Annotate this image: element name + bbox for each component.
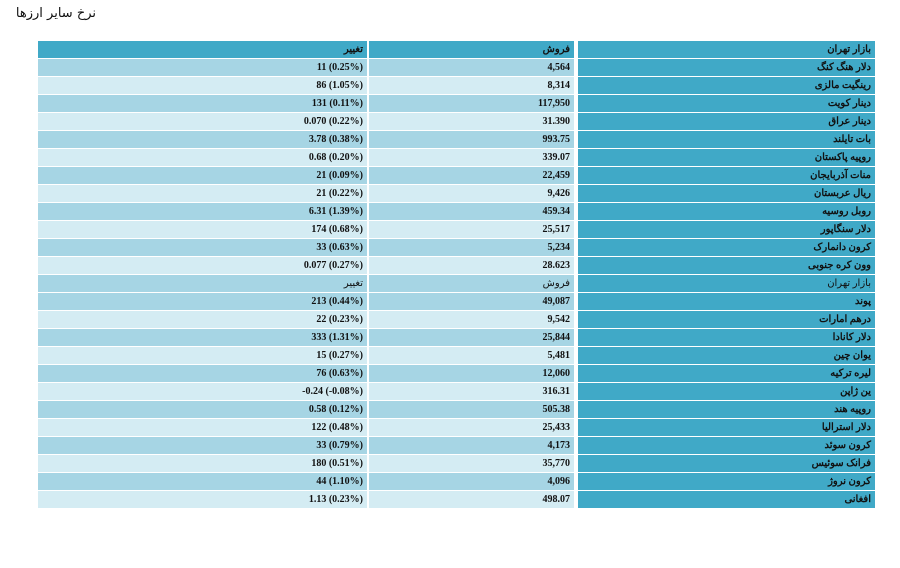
currency-name-cell: ریال عربستان [574,185,875,202]
header-change-label: تغییر [343,44,363,55]
currency-rates-table [38,40,875,509]
currency-name-cell: درهم امارات [574,311,875,328]
currency-name-cell: روبل روسیه [574,203,875,220]
change-cell: 11 (0.25%) [38,59,369,76]
sale-cell: 459.34 [369,203,574,220]
change-cell: 21 (0.22%) [38,185,369,202]
currency-name-cell: دلار هنگ کنگ [574,59,875,76]
table-row [38,59,875,76]
change-cell: 131 (0.11%) [38,95,369,112]
change-cell: 0.077 (0.27%) [38,257,369,274]
change-cell: 213 (0.44%) [38,293,369,310]
change-cell: 15 (0.27%) [38,347,369,364]
sale-cell: 25,433 [369,419,574,436]
currency-name-cell: روپیه پاکستان [574,149,875,166]
sale-cell: 4,564 [369,59,574,76]
change-cell: 44 (1.10%) [38,473,369,490]
header-change [38,275,369,292]
table-row [38,185,875,202]
change-cell: 0.68 (0.20%) [38,149,369,166]
header-market: بازار تهران [574,275,875,292]
table-row [38,167,875,184]
table-row [38,455,875,472]
change-cell: 333 (1.31%) [38,329,369,346]
header-change-label: تغییر [343,278,363,289]
currency-name-cell: پوند [574,293,875,310]
sale-cell: 31.390 [369,113,574,130]
sale-cell: 25,517 [369,221,574,238]
currency-name-cell: ین ژاپن [574,383,875,400]
sale-cell: 25,844 [369,329,574,346]
sale-cell: 8,314 [369,77,574,94]
change-cell: 33 (0.63%) [38,239,369,256]
currency-name-cell: یوان چین [574,347,875,364]
sale-cell: 12,060 [369,365,574,382]
sale-cell: 22,459 [369,167,574,184]
sale-cell: 28.623 [369,257,574,274]
table-row [38,257,875,274]
sale-cell: 316.31 [369,383,574,400]
sale-cell: 5,481 [369,347,574,364]
table-row [38,149,875,166]
header-sale [369,41,574,58]
change-cell: 0.58 (0.12%) [38,401,369,418]
table-row [38,437,875,454]
table-row [38,365,875,382]
currency-name-cell: دینار عراق [574,113,875,130]
sale-cell: 9,426 [369,185,574,202]
sale-cell: 498.07 [369,491,574,508]
table-row [38,95,875,112]
change-cell: -0.24 (-0.08%) [38,383,369,400]
table-row [38,293,875,310]
change-cell: 6.31 (1.39%) [38,203,369,220]
header-sale [369,275,574,292]
change-cell: 122 (0.48%) [38,419,369,436]
sale-cell: 35,770 [369,455,574,472]
sale-cell: 339.07 [369,149,574,166]
header-market: بازار تهران [574,41,875,58]
change-cell: 22 (0.23%) [38,311,369,328]
change-cell: 180 (0.51%) [38,455,369,472]
currency-name-cell: روپیه هند [574,401,875,418]
currency-name-cell: کرون سوئد [574,437,875,454]
table-row [38,113,875,130]
table-row [38,77,875,94]
currency-name-cell: بات تایلند [574,131,875,148]
table-row [38,311,875,328]
header-sale-label: فروش [542,278,570,289]
table-row [38,473,875,490]
change-cell: 86 (1.05%) [38,77,369,94]
table-row [38,131,875,148]
table-row [38,419,875,436]
table-row [38,383,875,400]
table-header-row [38,41,875,58]
table-row [38,491,875,508]
currency-name-cell: لیره ترکیه [574,365,875,382]
sale-cell: 5,234 [369,239,574,256]
sale-cell: 993.75 [369,131,574,148]
sale-cell: 4,173 [369,437,574,454]
sale-cell: 4,096 [369,473,574,490]
header-sale-label: فروش [542,44,570,55]
change-cell: 174 (0.68%) [38,221,369,238]
sale-cell: 505.38 [369,401,574,418]
header-change [38,41,369,58]
table-row [38,347,875,364]
table-row [38,401,875,418]
currency-name-cell: دلار کانادا [574,329,875,346]
sale-cell: 9,542 [369,311,574,328]
change-cell: 1.13 (0.23%) [38,491,369,508]
currency-name-cell: فرانک سوئیس [574,455,875,472]
table-header-row [38,275,875,292]
change-cell: 76 (0.63%) [38,365,369,382]
currency-name-cell: منات آذربایجان [574,167,875,184]
sale-cell: 49,087 [369,293,574,310]
sale-cell: 117,950 [369,95,574,112]
currency-name-cell: دینار کویت [574,95,875,112]
change-cell: 0.070 (0.22%) [38,113,369,130]
currency-name-cell: کرون دانمارک [574,239,875,256]
table-row [38,329,875,346]
currency-name-cell: رینگیت مالزی [574,77,875,94]
table-row [38,239,875,256]
page-title: نرخ سایر ارزها [15,6,96,21]
change-cell: 3.78 (0.38%) [38,131,369,148]
currency-name-cell: کرون نروژ [574,473,875,490]
currency-name-cell: افغانی [574,491,875,508]
currency-name-cell: دلار سنگاپور [574,221,875,238]
currency-name-cell: دلار استرالیا [574,419,875,436]
change-cell: 33 (0.79%) [38,437,369,454]
change-cell: 21 (0.09%) [38,167,369,184]
table-row [38,203,875,220]
table-row [38,221,875,238]
currency-name-cell: وون کره جنوبی [574,257,875,274]
